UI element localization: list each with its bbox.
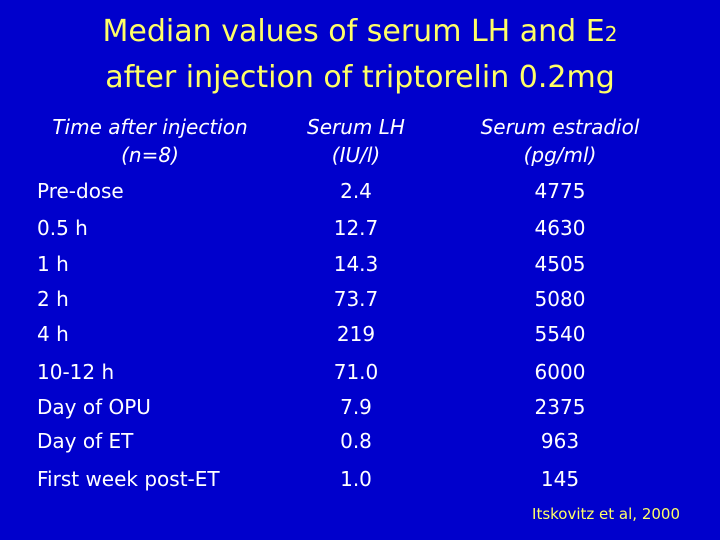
slide-title — [0, 10, 720, 100]
header-serum-estradiol: Serum estradiol (pg/ml) — [480, 115, 640, 167]
estradiol-cell: 4630 — [534, 216, 586, 240]
header-serum-lh: Serum LH (IU/l) — [307, 115, 405, 167]
estradiol-cell: 963 — [540, 429, 580, 453]
lh-cell: 71.0 — [333, 360, 379, 384]
time-cell: 4 h — [37, 322, 69, 346]
table-row — [0, 355, 720, 389]
time-cell: 10-12 h — [37, 360, 115, 384]
lh-cell: 219 — [336, 322, 376, 346]
estradiol-cell: 145 — [540, 467, 580, 491]
time-cell: Day of OPU — [37, 395, 151, 419]
title-subscript: 2 — [604, 22, 618, 46]
lh-cell: 0.8 — [340, 429, 372, 453]
table-row — [0, 211, 720, 245]
estradiol-cell: 2375 — [534, 395, 586, 419]
lh-cell: 14.3 — [333, 252, 379, 276]
table-row — [0, 390, 720, 424]
lh-cell: 73.7 — [333, 287, 379, 311]
citation: Itskovitz et al, 2000 — [532, 505, 680, 523]
time-cell: Pre-dose — [37, 179, 124, 203]
table-row — [0, 462, 720, 496]
time-cell: 1 h — [37, 252, 69, 276]
lh-cell: 12.7 — [333, 216, 379, 240]
estradiol-cell: 5080 — [534, 287, 586, 311]
lh-cell: 1.0 — [340, 467, 372, 491]
table-row — [0, 317, 720, 351]
table-row — [0, 424, 720, 458]
header-time: Time after injection (n=8) — [52, 115, 248, 167]
estradiol-cell: 5540 — [534, 322, 586, 346]
table-row — [0, 247, 720, 281]
table-row — [0, 282, 720, 316]
estradiol-cell: 4505 — [534, 252, 586, 276]
time-cell: First week post-ET — [37, 467, 220, 491]
estradiol-cell: 6000 — [534, 360, 586, 384]
title-line-1: Median values of serum LH and E2 — [102, 14, 618, 49]
time-cell: 2 h — [37, 287, 69, 311]
table-row — [0, 174, 720, 208]
title-line-2: after injection of triptorelin 0.2mg — [105, 60, 615, 95]
lh-cell: 7.9 — [340, 395, 372, 419]
time-cell: Day of ET — [37, 429, 134, 453]
lh-cell: 2.4 — [340, 179, 372, 203]
estradiol-cell: 4775 — [534, 179, 586, 203]
time-cell: 0.5 h — [37, 216, 88, 240]
